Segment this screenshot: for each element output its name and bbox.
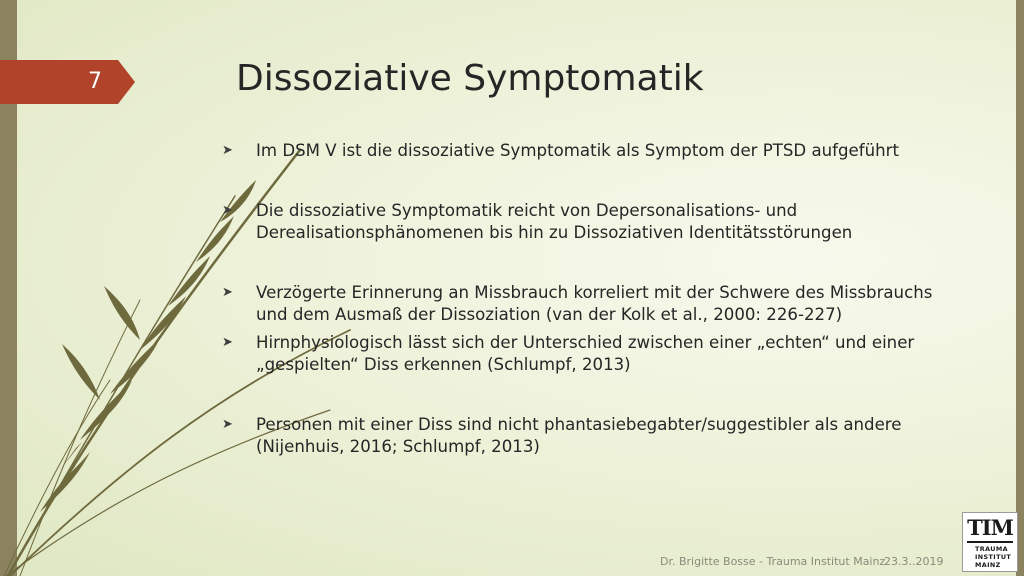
bullet-text: Verzögerte Erinnerung an Missbrauch korreliert mit der Schwere des Missbrauchs und dem Ausmaß der Dissoziation (van der Kolk et al., 2000: 226-227) <box>256 283 933 324</box>
page-title: Dissoziative Symptomatik <box>236 58 704 99</box>
list-item <box>222 140 952 162</box>
logo-divider <box>967 541 1013 543</box>
list-item <box>222 200 952 244</box>
arrow-right-icon: ➤ <box>222 203 233 218</box>
slide-number: 7 <box>88 69 102 94</box>
stem-line <box>4 380 110 576</box>
bullet-text: Die dissoziative Symptomatik reicht von Depersonalisations- und Derealisationsphänomenen bis hin zu Dissoziativen Identitätsstörungen <box>256 201 853 242</box>
arrow-right-icon: ➤ <box>222 143 233 158</box>
footer-author: Dr. Brigitte Bosse - Trauma Institut Mainz <box>660 555 886 568</box>
logo-mark: TIM <box>967 515 1013 540</box>
list-item <box>222 414 952 458</box>
bullet-text: Hirnphysiologisch lässt sich der Unterschied zwischen einer „echten“ und einer „gespielten“ Diss erkennen (Schlumpf, 2013) <box>256 333 915 374</box>
list-item <box>222 282 952 326</box>
arrow-right-icon: ➤ <box>222 335 233 350</box>
leaf-shape <box>140 296 186 350</box>
bullet-text: Im DSM V ist die dissoziative Symptomatik als Symptom der PTSD aufgeführt <box>256 141 899 160</box>
leaf-shape <box>62 344 100 400</box>
list-item <box>222 332 952 376</box>
bullet-list <box>222 140 952 458</box>
footer-date: 23.3..2019 <box>884 555 944 568</box>
arrow-right-icon: ➤ <box>222 285 233 300</box>
logo-text-line: MAINZ <box>975 561 1001 569</box>
leaf-shape <box>104 286 140 340</box>
logo-text-line: INSTITUT <box>975 553 1012 561</box>
logo <box>962 512 1018 572</box>
bullet-text: Personen mit einer Diss sind nicht phantasiebegabter/suggestibler als andere (Nijenhuis, 2016; Schlumpf, 2013) <box>256 415 902 456</box>
logo-text-line: TRAUMA <box>975 545 1008 553</box>
stem-line <box>20 300 140 576</box>
arrow-right-icon: ➤ <box>222 417 233 432</box>
